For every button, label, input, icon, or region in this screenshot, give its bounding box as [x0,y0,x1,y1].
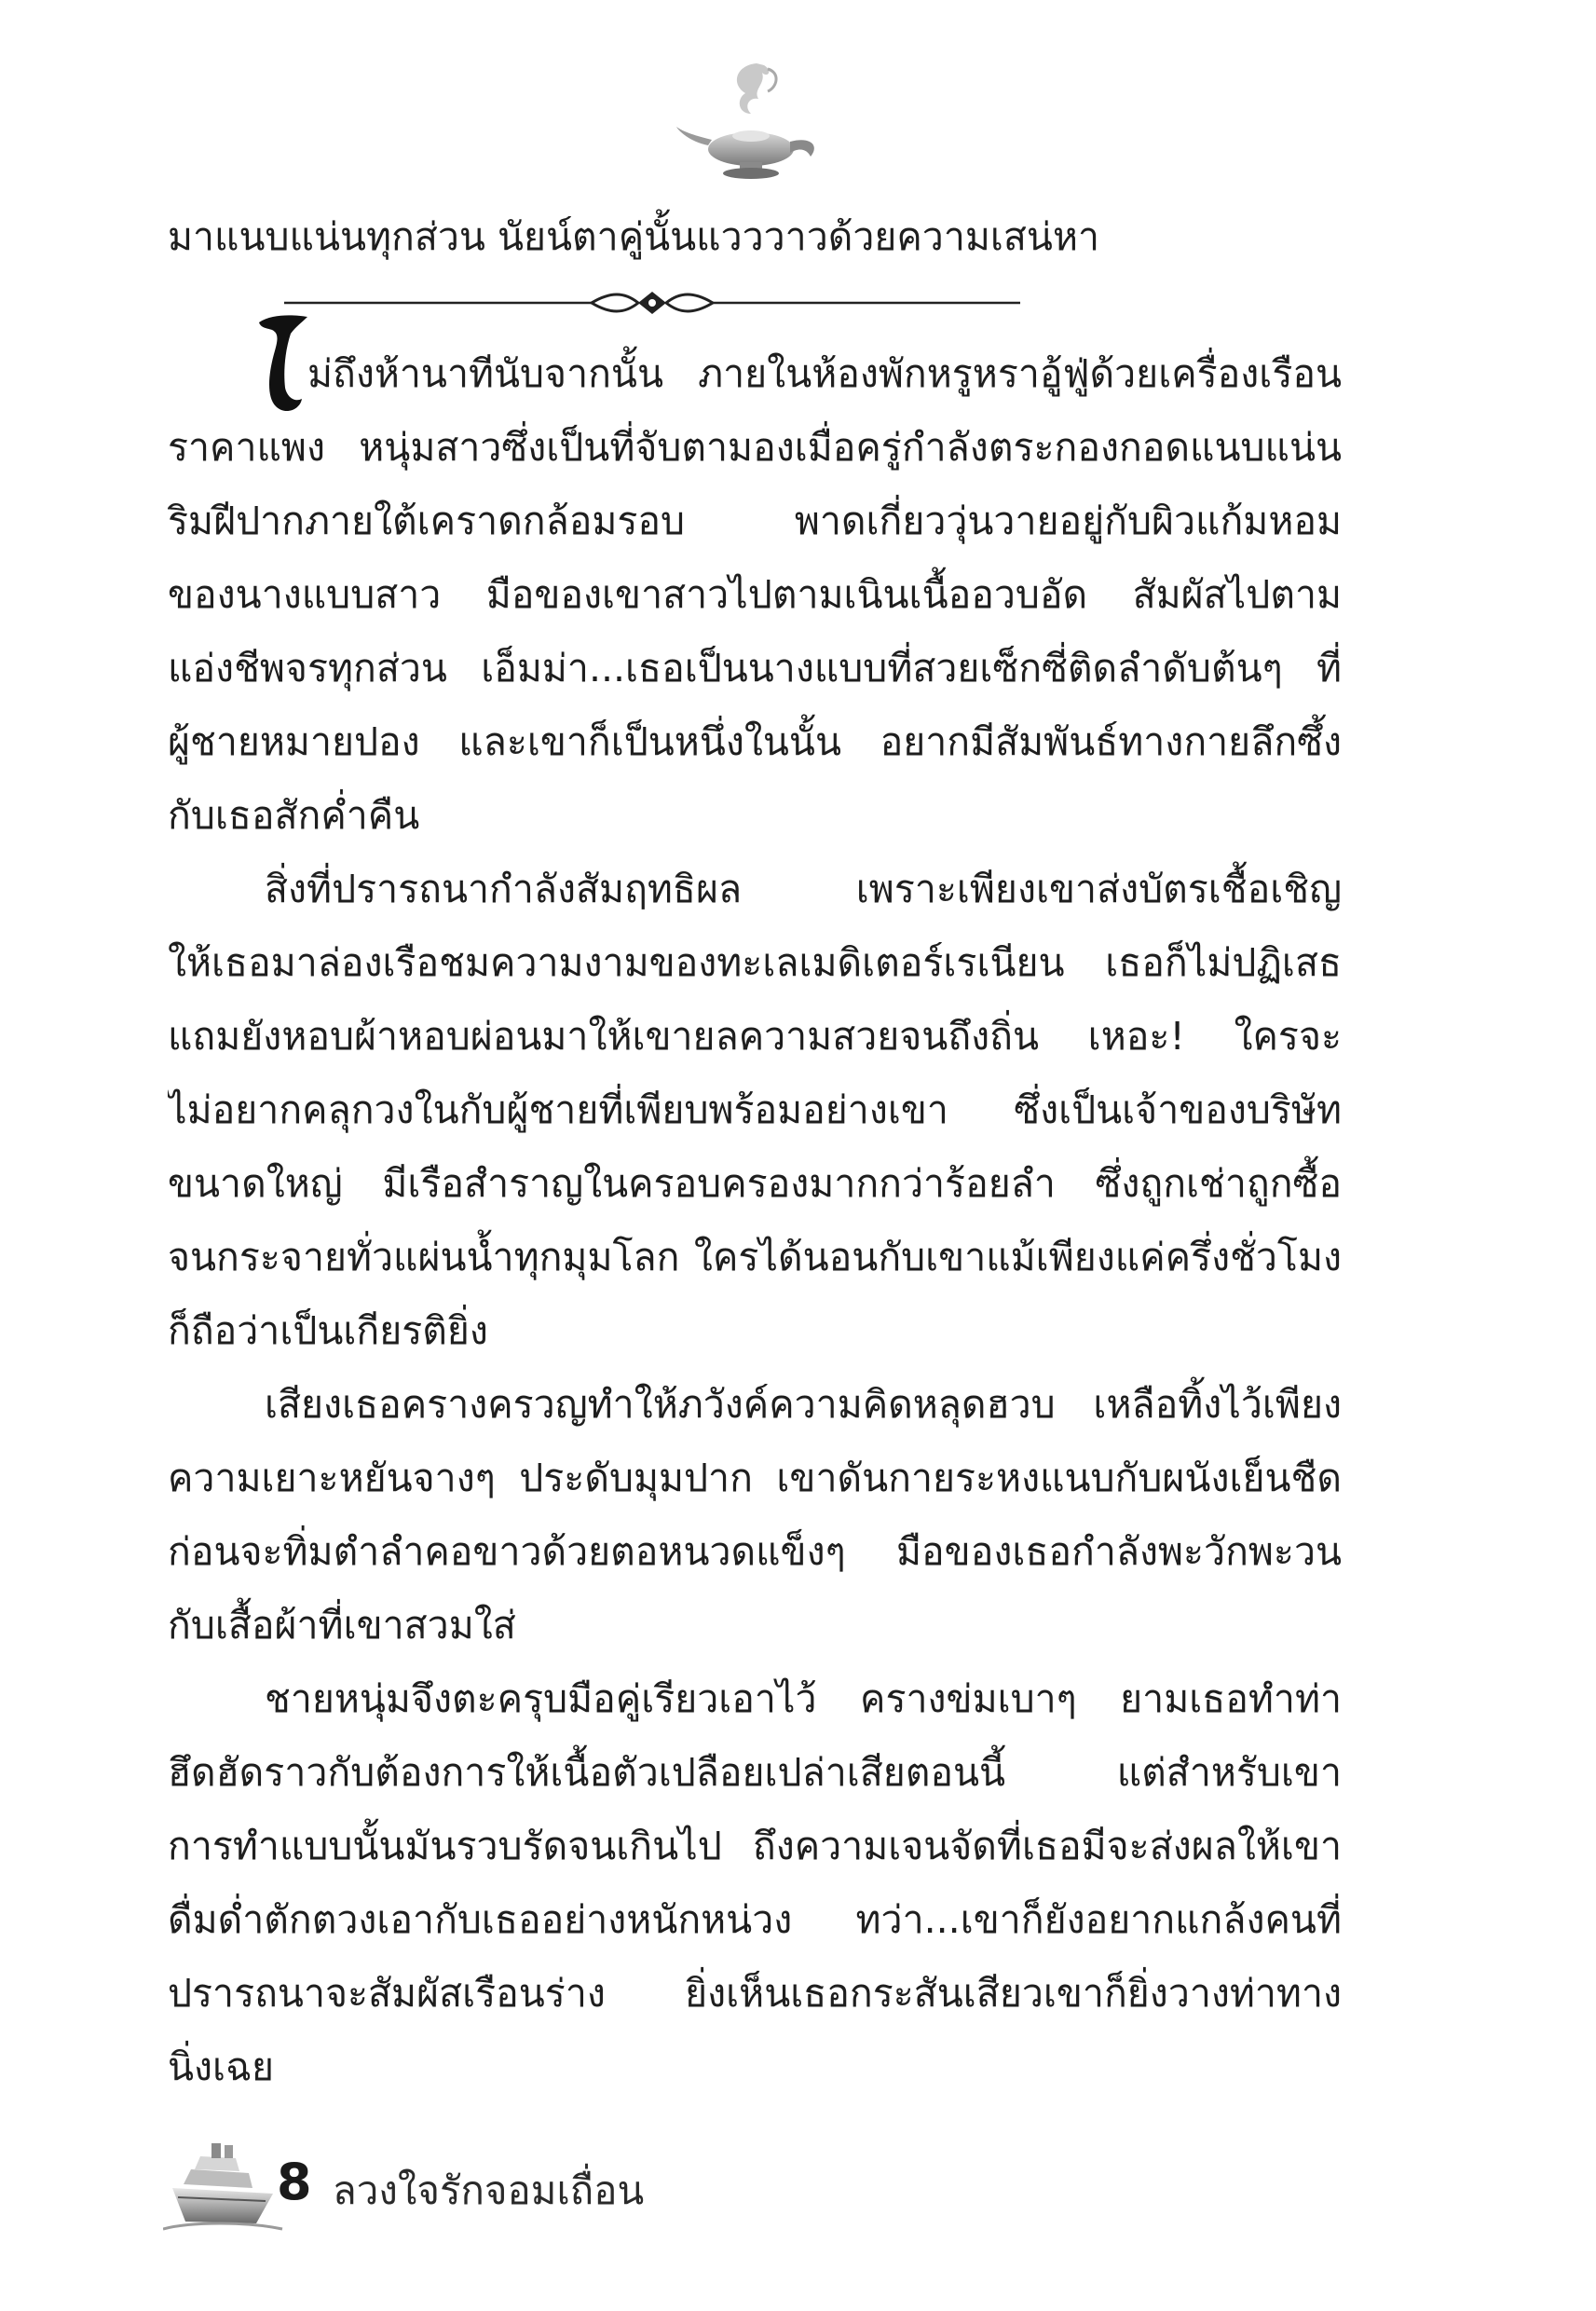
genie-lamp-icon [671,56,829,186]
text-line: ความเยาะหยันจางๆ ประดับมุมปาก เขาดันกายระหงแนบกับผนังเย็นชืด [168,1456,1342,1500]
text-line: ของนางแบบสาว มือของเขาสาวไปตามเนินเนื้ออวบอัด สัมผัสไปตาม [168,572,1342,617]
first-body-line [307,337,1342,411]
text-line: ดื่มด่ำตักตวงเอากับเธออย่างหนักหน่วง ทว่า...เขาก็ยังอยากแกล้งคนที่ [168,1897,1342,1942]
text-line: ไม่อยากคลุกวงในกับผู้ชายที่เพียบพร้อมอย่างเขา ซึ่งเป็นเจ้าของบริษัท [168,1087,1342,1132]
text-line: ราคาแพง หนุ่มสาวซึ่งเป็นที่จับตามองเมื่อครู่กำลังตระกองกอดแนบแน่น [168,425,1342,470]
page-number: 8 [277,2153,312,2211]
text-line: ผู้ชายหมายปอง และเขาก็เป็นหนึ่งในนั้น อยากมีสัมพันธ์ทางกายลึกซึ้ง [168,719,1342,764]
text-line: แอ่งชีพจรทุกส่วน เอ็มม่า...เธอเป็นนางแบบที่สวยเซ็กซี่ติดลำดับต้นๆ ที่ [168,646,1342,691]
text-line: เสียงเธอครางครวญทำให้ภวังค์ความคิดหลุดฮวบ เหลือทิ้งไว้เพียง [265,1382,1342,1427]
cruise-ship-icon [163,2132,284,2235]
text-line: ให้เธอมาล่องเรือชมความงามของทะเลเมดิเตอร์เรเนียน เธอก็ไม่ปฏิเสธ [168,940,1342,985]
text-line: มาแนบแน่นทุกส่วน นัยน์ตาคู่นั้นแวววาวด้วยความเสน่หา [168,214,1099,259]
book-title: ลวงใจรักจอมเถื่อน [333,2167,645,2213]
intro-line [168,200,1342,274]
text-line: ปรารถนาจะสัมผัสเรือนร่าง ยิ่งเห็นเธอกระสันเสียวเขาก็ยิ่งวางท่าทาง [168,1971,1342,2016]
text-line: นิ่งเฉย [168,2044,275,2089]
text-line: ก่อนจะทิ่มตำลำคอขาวด้วยตอหนวดแข็งๆ มือของเธอกำลังพะวักพะวน [168,1529,1342,1574]
text-line: กับเธอสักค่ำคืน [168,793,420,838]
text-line: ม่ถึงห้านาทีนับจากนั้น ภายในห้องพักหรูหราอู้ฟู่ด้วยเครื่องเรือน [307,351,1342,396]
text-line: ก็ถือว่าเป็นเกียรติยิ่ง [168,1308,488,1353]
text-line: กับเสื้อผ้าที่เขาสวมใส่ [168,1603,516,1648]
page-footer [163,2125,815,2236]
ornamental-divider [284,284,1020,321]
text-line: การทำแบบนั้นมันรวบรัดจนเกินไป ถึงความเจนจัดที่เธอมีจะส่งผลให้เขา [168,1824,1342,1868]
text-line: ขนาดใหญ่ มีเรือสำราญในครอบครองมากกว่าร้อยลำ ซึ่งถูกเช่าถูกซื้อ [168,1161,1342,1206]
text-line: ฮึดฮัดราวกับต้องการให้เนื้อตัวเปลือยเปล่าเสียตอนนี้ แต่สำหรับเขา [168,1750,1342,1795]
body-text [168,411,1342,2104]
text-line: แถมยังหอบผ้าหอบผ่อนมาให้เขายลความสวยจนถึงถิ่น เหอะ! ใครจะ [168,1014,1342,1059]
text-line: ริมฝีปากภายใต้เคราดกล้อมรอบ พาดเกี่ยววุ่นวายอยู่กับผิวแก้มหอม [168,499,1342,543]
text-line: จนกระจายทั่วแผ่นน้ำทุกมุมโลก ใครได้นอนกับเขาแม้เพียงแค่ครึ่งชั่วโมง [168,1235,1342,1279]
text-line: ชายหนุ่มจึงตะครุบมือคู่เรียวเอาไว้ ครางข่มเบาๆ ยามเธอทำท่า [265,1676,1342,1721]
text-line: สิ่งที่ปรารถนากำลังสัมฤทธิผล เพราะเพียงเขาส่งบัตรเชื้อเชิญ [265,867,1342,911]
